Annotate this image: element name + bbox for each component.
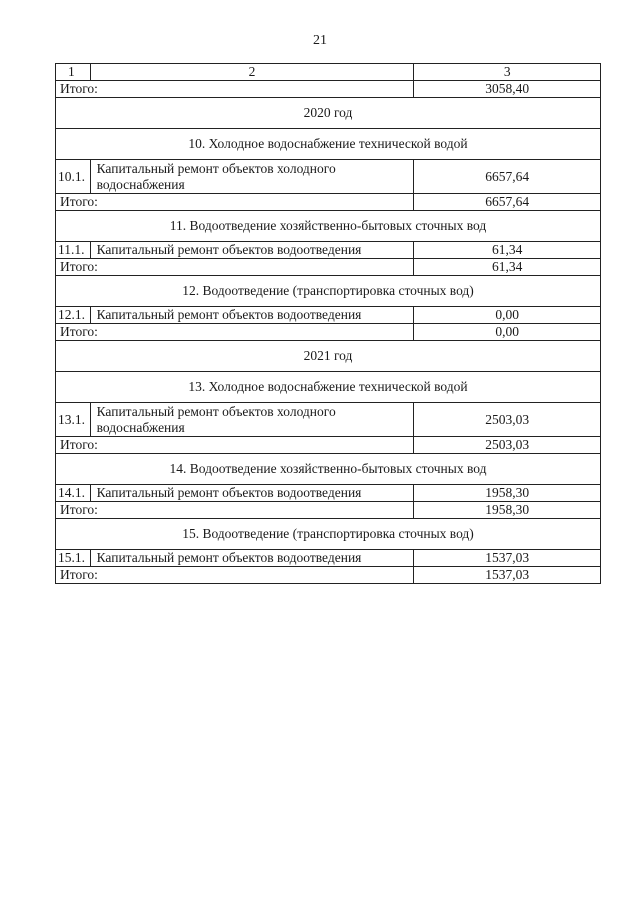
total-value: 1958,30 <box>414 502 601 519</box>
item-number: 14.1. <box>56 485 91 502</box>
total-label: Итого: <box>56 502 414 519</box>
section-header-row <box>56 129 601 160</box>
section-header-row <box>56 211 601 242</box>
total-row <box>56 324 601 341</box>
table-row <box>56 485 601 502</box>
total-value: 0,00 <box>414 324 601 341</box>
total-row <box>56 194 601 211</box>
column-header-3: 3 <box>414 64 601 81</box>
item-number: 11.1. <box>56 242 91 259</box>
item-value: 2503,03 <box>414 403 601 437</box>
item-value: 61,34 <box>414 242 601 259</box>
column-header-1: 1 <box>56 64 91 81</box>
section-title: 15. Водоотведение (транспортировка сточных вод) <box>56 519 601 550</box>
table-row <box>56 242 601 259</box>
total-label: Итого: <box>56 437 414 454</box>
section-title: 11. Водоотведение хозяйственно-бытовых сточных вод <box>56 211 601 242</box>
section-header-row <box>56 372 601 403</box>
item-number: 15.1. <box>56 550 91 567</box>
total-label: Итого: <box>56 324 414 341</box>
total-label: Итого: <box>56 259 414 276</box>
item-number: 13.1. <box>56 403 91 437</box>
table-row <box>56 550 601 567</box>
total-value: 1537,03 <box>414 567 601 584</box>
section-header-row <box>56 276 601 307</box>
table-row <box>56 307 601 324</box>
item-value: 0,00 <box>414 307 601 324</box>
total-row <box>56 502 601 519</box>
column-header-2: 2 <box>90 64 414 81</box>
section-header-row <box>56 341 601 372</box>
total-row <box>56 567 601 584</box>
total-label: Итого: <box>56 567 414 584</box>
budget-table <box>55 63 601 584</box>
page-number: 21 <box>313 33 327 48</box>
item-description: Капитальный ремонт объектов холодного водоснабжения <box>90 403 414 437</box>
item-number: 12.1. <box>56 307 91 324</box>
item-value: 1537,03 <box>414 550 601 567</box>
section-title: 2021 год <box>56 341 601 372</box>
table-body <box>56 64 601 584</box>
total-label: Итого: <box>56 81 414 98</box>
section-title: 10. Холодное водоснабжение технической водой <box>56 129 601 160</box>
total-row <box>56 437 601 454</box>
total-row <box>56 259 601 276</box>
total-value: 6657,64 <box>414 194 601 211</box>
table-row <box>56 403 601 437</box>
table-row <box>56 160 601 194</box>
section-title: 2020 год <box>56 98 601 129</box>
item-value: 6657,64 <box>414 160 601 194</box>
total-label: Итого: <box>56 194 414 211</box>
item-description: Капитальный ремонт объектов водоотведения <box>90 485 414 502</box>
table-header-row <box>56 64 601 81</box>
section-title: 14. Водоотведение хозяйственно-бытовых сточных вод <box>56 454 601 485</box>
item-value: 1958,30 <box>414 485 601 502</box>
item-description: Капитальный ремонт объектов водоотведения <box>90 307 414 324</box>
section-title: 13. Холодное водоснабжение технической водой <box>56 372 601 403</box>
item-number: 10.1. <box>56 160 91 194</box>
section-header-row <box>56 454 601 485</box>
section-header-row <box>56 519 601 550</box>
item-description: Капитальный ремонт объектов водоотведения <box>90 242 414 259</box>
total-row <box>56 81 601 98</box>
section-header-row <box>56 98 601 129</box>
item-description: Капитальный ремонт объектов холодного водоснабжения <box>90 160 414 194</box>
total-value: 61,34 <box>414 259 601 276</box>
total-value: 3058,40 <box>414 81 601 98</box>
total-value: 2503,03 <box>414 437 601 454</box>
item-description: Капитальный ремонт объектов водоотведения <box>90 550 414 567</box>
section-title: 12. Водоотведение (транспортировка сточных вод) <box>56 276 601 307</box>
